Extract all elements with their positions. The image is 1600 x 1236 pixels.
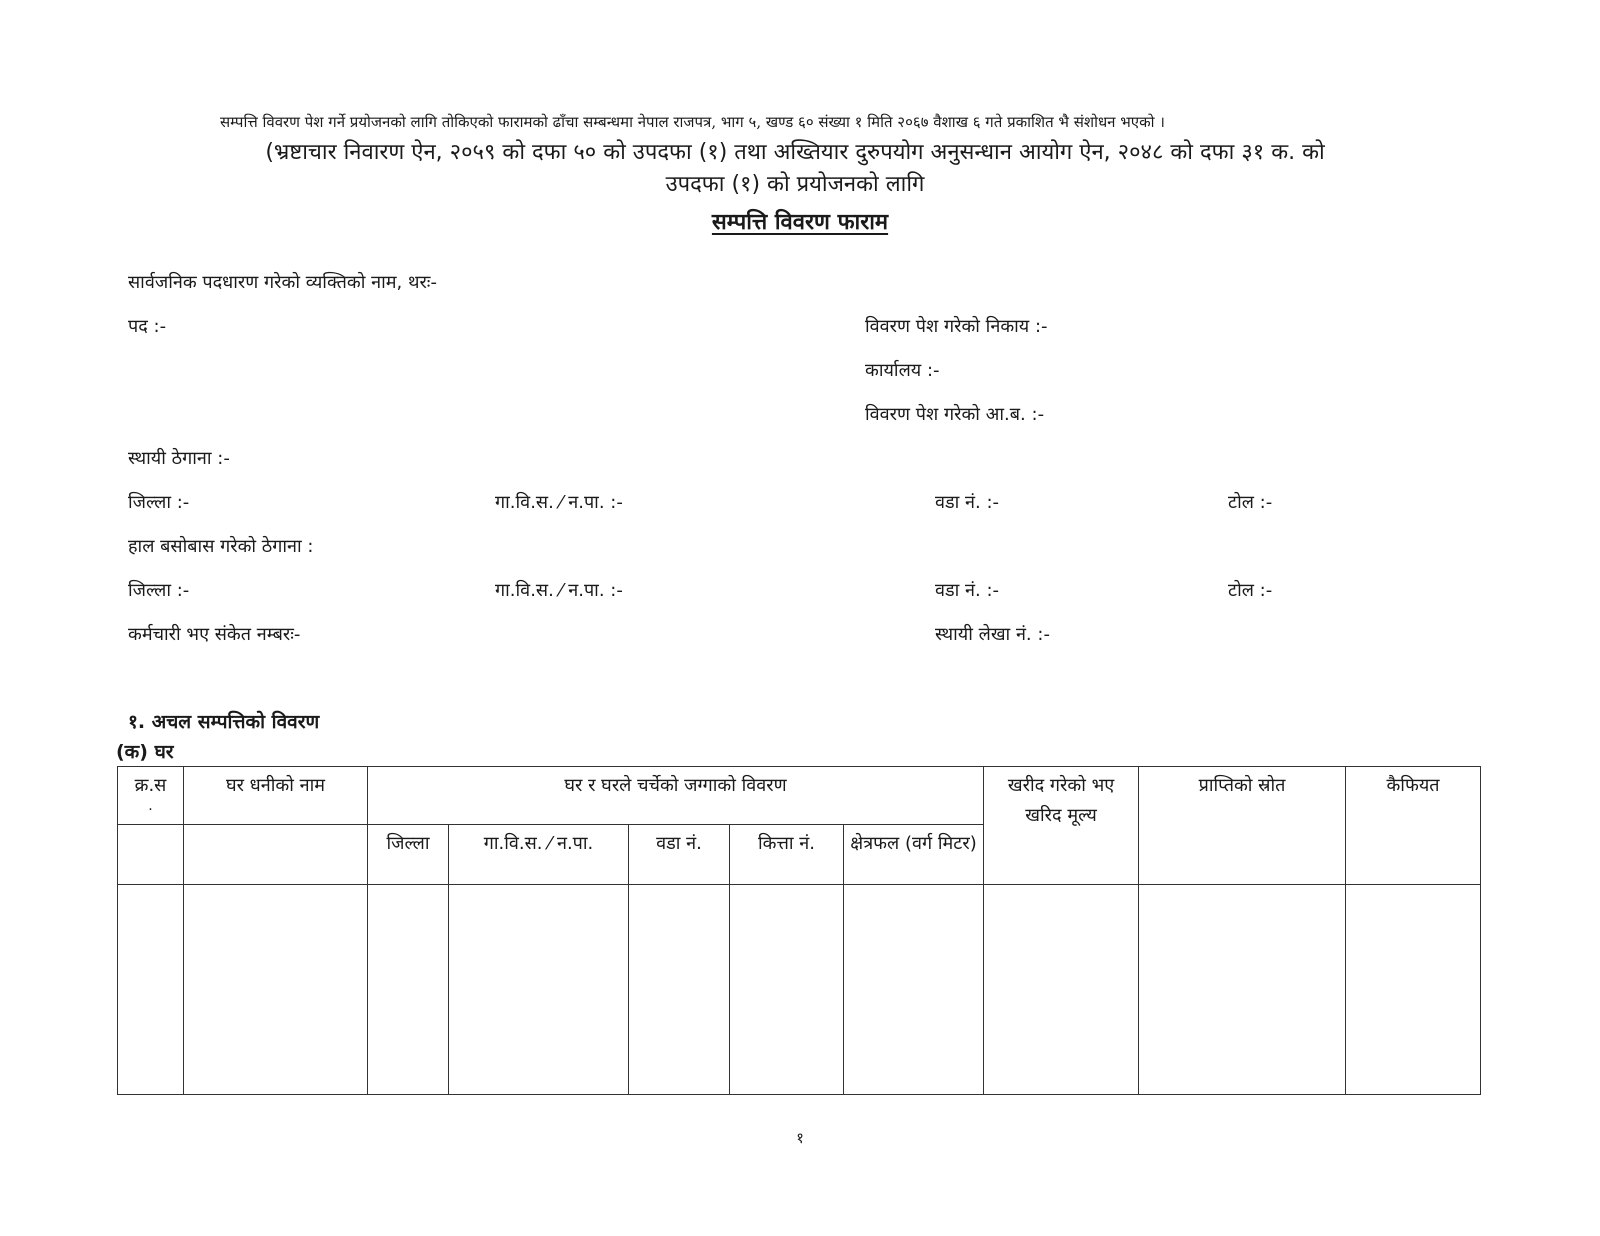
permanent-district-label: जिल्ला :- — [128, 492, 190, 513]
table-row — [118, 885, 1481, 1095]
current-vdc-label: गा.वि.स. ⁄ न.पा. :- — [495, 580, 623, 601]
header-house-land-details: घर र घरले चर्चेको जग्गाको विवरण — [368, 767, 984, 825]
header-ward: वडा नं. — [629, 825, 730, 885]
section-title: १. अचल सम्पत्तिको विवरण — [128, 711, 320, 733]
cell-source[interactable] — [1139, 885, 1346, 1095]
table-header-row-1 — [118, 767, 1481, 825]
header-remarks: कैफियत — [1346, 767, 1481, 885]
empty-cell — [118, 825, 184, 885]
cell-purchase-value[interactable] — [984, 885, 1139, 1095]
header-owner-name: घर धनीको नाम — [184, 767, 368, 825]
pan-number-label: स्थायी लेखा नं. :- — [935, 624, 1050, 645]
cell-sn[interactable] — [118, 885, 184, 1095]
header-district: जिल्ला — [368, 825, 449, 885]
cell-remarks[interactable] — [1346, 885, 1481, 1095]
name-field-label: सार्वजनिक पदधारण गरेको व्यक्तिको नाम, थरः- — [128, 272, 437, 293]
current-ward-label: वडा नं. :- — [935, 580, 1000, 601]
header-sn: क्र.स . — [118, 767, 184, 825]
house-details-table — [117, 766, 1481, 1095]
form-title-text: सम्पत्ति विवरण फाराम — [711, 210, 889, 235]
permanent-address-label: स्थायी ठेगाना :- — [128, 448, 230, 469]
cell-district[interactable] — [368, 885, 449, 1095]
section-subtitle: (क) घर — [116, 741, 174, 763]
permanent-ward-label: वडा नं. :- — [935, 492, 1000, 513]
header-area: क्षेत्रफल (वर्ग मिटर) — [844, 825, 984, 885]
cell-vdc[interactable] — [449, 885, 629, 1095]
act-reference-line-2: उपदफा (१) को प्रयोजनको लागि — [665, 172, 925, 197]
header-source: प्राप्तिको स्रोत — [1139, 767, 1346, 885]
current-district-label: जिल्ला :- — [128, 580, 190, 601]
fiscal-year-label: विवरण पेश गरेको आ.ब. :- — [865, 404, 1045, 425]
cell-owner-name[interactable] — [184, 885, 368, 1095]
cell-ward[interactable] — [629, 885, 730, 1095]
form-title — [0, 206, 1600, 236]
page-number: १ — [796, 1129, 804, 1147]
current-address-label: हाल बसोबास गरेको ठेगाना : — [128, 536, 314, 557]
office-label: कार्यालय :- — [865, 360, 940, 381]
header-vdc: गा.वि.स. ⁄ न.पा. — [449, 825, 629, 885]
post-field-label: पद :- — [128, 316, 167, 337]
header-kitta: कित्ता नं. — [730, 825, 844, 885]
act-reference-line-1: (भ्रष्टाचार निवारण ऐन, २०५९ को दफा ५० को उपदफा (१) तथा अख्तियार दुरुपयोग अनुसन्धान आयोग ऐन, २०४८ को दफा ३१ क. को — [265, 140, 1325, 165]
permanent-tole-label: टोल :- — [1228, 492, 1273, 513]
cell-kitta[interactable] — [730, 885, 844, 1095]
permanent-vdc-label: गा.वि.स. ⁄ न.पा. :- — [495, 492, 623, 513]
cell-area[interactable] — [844, 885, 984, 1095]
employee-code-label: कर्मचारी भए संकेत नम्बरः- — [128, 624, 301, 645]
submitting-body-label: विवरण पेश गरेको निकाय :- — [865, 316, 1048, 337]
empty-cell — [184, 825, 368, 885]
header-purchase-value: खरीद गरेको भए खरिद मूल्य — [984, 767, 1139, 885]
gazette-notice: सम्पत्ति विवरण पेश गर्ने प्रयोजनको लागि तोकिएको फारामको ढाँचा सम्बन्धमा नेपाल राजपत्र, भाग ५, खण्ड ६० संख्या १ मिति २०६७ वैशाख ६ गते प्रकाशित भै संशोधन भएको । — [220, 113, 1165, 131]
current-tole-label: टोल :- — [1228, 580, 1273, 601]
